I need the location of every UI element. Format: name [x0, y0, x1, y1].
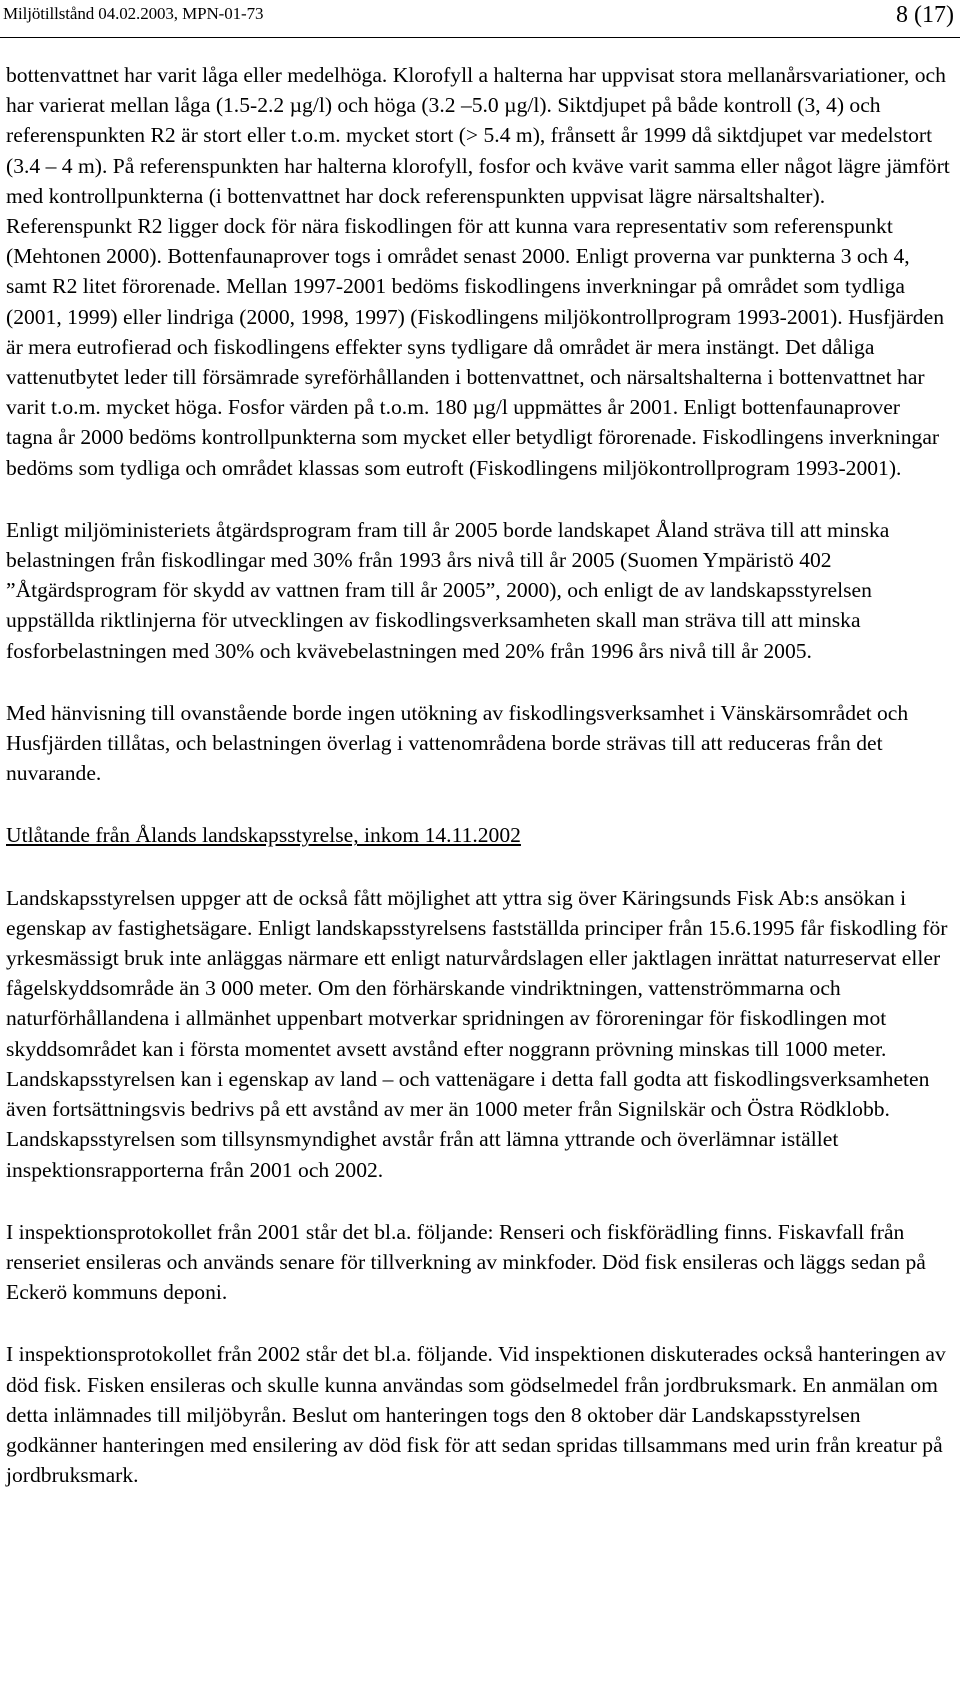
header-divider	[0, 37, 960, 38]
document-reference: Miljötillstånd 04.02.2003, MPN-01-73	[3, 4, 264, 23]
paragraph-inspection-2002: I inspektionsprotokollet från 2002 står det bl.a. följande. Vid inspektionen diskuterades också hanteringen av död fisk. Fisken ensileras och skulle kunna användas som gödselmedel från jordbruksmark. En anmälan om detta inlämnades till miljöbyrån. Beslut om hanteringen togs den 8 oktober där Landskapsstyrelsen godkänner hanteringen med ensilering av död fisk för att sedan spridas tillsammans med urin från kreatur på jordbruksmark.	[6, 1342, 946, 1488]
section-heading: Utlåtande från Ålands landskapsstyrelse, inkom 14.11.2002	[6, 823, 521, 848]
page-number: 8 (17)	[896, 2, 954, 28]
page-header	[0, 0, 960, 40]
paragraph-water-quality: bottenvattnet har varit låga eller medelhöga. Klorofyll a halterna har uppvisat stora mellanårsvariationer, och har varierat mellan låga (1.5-2.2 µg/l) och höga (3.2 –5.0 µg/l). Siktdjupet på både kontroll (3, 4) och referenspunkten R2 är stort eller t.o.m. mycket stort (> 5.4 m), frånsett år 1999 då siktdjupet var medelstort (3.4 – 4 m). På referenspunkten har halterna klorofyll, fosfor och kväve varit samma eller något lägre jämfört med kontrollpunkterna (i bottenvattnet har dock referenspunkten uppvisat lägre närsaltshalter). Referenspunkt R2 ligger dock för nära fiskodlingen för att kunna vara representativ som referenspunkt (Mehtonen 2000). Bottenfaunaprover togs i området senast 2000. Enligt proverna var punkterna 3 och 4, samt R2 litet förorenade. Mellan 1997-2001 bedöms fiskodlingens inverkningar på området som tydliga (2001, 1999) eller lindriga (2000, 1998, 1997) (Fiskodlingens miljökontrollprogram 1993-2001). Husfjärden är mera eutrofierad och fiskodlingens effekter syns tydligare då området är mera instängt. Det dåliga vattenutbytet leder till försämrade syreförhållanden i bottenvattnet, och närsaltshalterna i bottenvattnet har varit t.o.m. mycket höga. Fosfor värden på t.o.m. 180 µg/l uppmättes år 2001. Enligt bottenfaunaprover tagna år 2000 bedöms kontrollpunkterna som mycket eller betydligt förorenade. Fiskodlingens inverkningar bedöms som tydliga och området klassas som eutroft (Fiskodlingens miljökontrollprogram 1993-2001).	[6, 63, 950, 480]
paragraph-action-programme: Enligt miljöministeriets åtgärdsprogram fram till år 2005 borde landskapet Åland sträva till att minska belastningen från fiskodlingar med 30% från 1993 års nivå till år 2005 (Suomen Ympäristö 402 ”Åtgärdsprogram för skydd av vattnen fram till år 2005”, 2000), och enligt de av landskapsstyrelsen uppställda riktlinjerna för utvecklingen av fiskodlingsverksamheten skall man sträva till att minska fosforbelastningen med 30% och kvävebelastningen med 20% från 1996 års nivå till år 2005.	[6, 517, 890, 663]
document-body	[6, 60, 952, 1490]
paragraph-landskapsstyrelse-statement: Landskapsstyrelsen uppger att de också fått möjlighet att yttra sig över Käringsunds Fisk Ab:s ansökan i egenskap av fastighetsägare. Enligt landskapsstyrelsens fastställda principer från 15.6.1995 får fiskodling för yrkesmässigt bruk inte anläggas närmare ett enligt naturvårdslagen eller jaktlagen inrättat naturreservat eller fågelskyddsområde än 3 000 meter. Om den förhärskande vindriktningen, vattenströmmarna och naturförhållandena i allmänhet uppenbart motverkar spridningen av föroreningar för fiskodlingen mot skyddsområdet kan i första momentet avsett avstånd efter noggrann prövning minskas till 1000 meter. Landskapsstyrelsen kan i egenskap av land – och vattenägare i detta fall godta att fiskodlingsverksamheten även fortsättningsvis bedrivs på ett avstånd av mer än 1000 meter från Signilskär och Östra Rödklobb. Landskapsstyrelsen som tillsynsmyndighet avstår från att lämna yttrande och överlämnar istället inspektionsrapporterna från 2001 och 2002.	[6, 885, 948, 1182]
paragraph-conclusion: Med hänvisning till ovanstående borde ingen utökning av fiskodlingsverksamhet i Vänskärsområdet och Husfjärden tillåtas, och belastningen överlag i vattenområdena borde strävas till att reduceras från det nuvarande.	[6, 700, 909, 786]
paragraph-inspection-2001: I inspektionsprotokollet från 2001 står det bl.a. följande: Renseri och fiskförädling finns. Fiskavfall från renseriet ensileras och används senare för tillverkning av minkfoder. Död fisk ensileras och läggs sedan på Eckerö kommuns deponi.	[6, 1219, 926, 1305]
